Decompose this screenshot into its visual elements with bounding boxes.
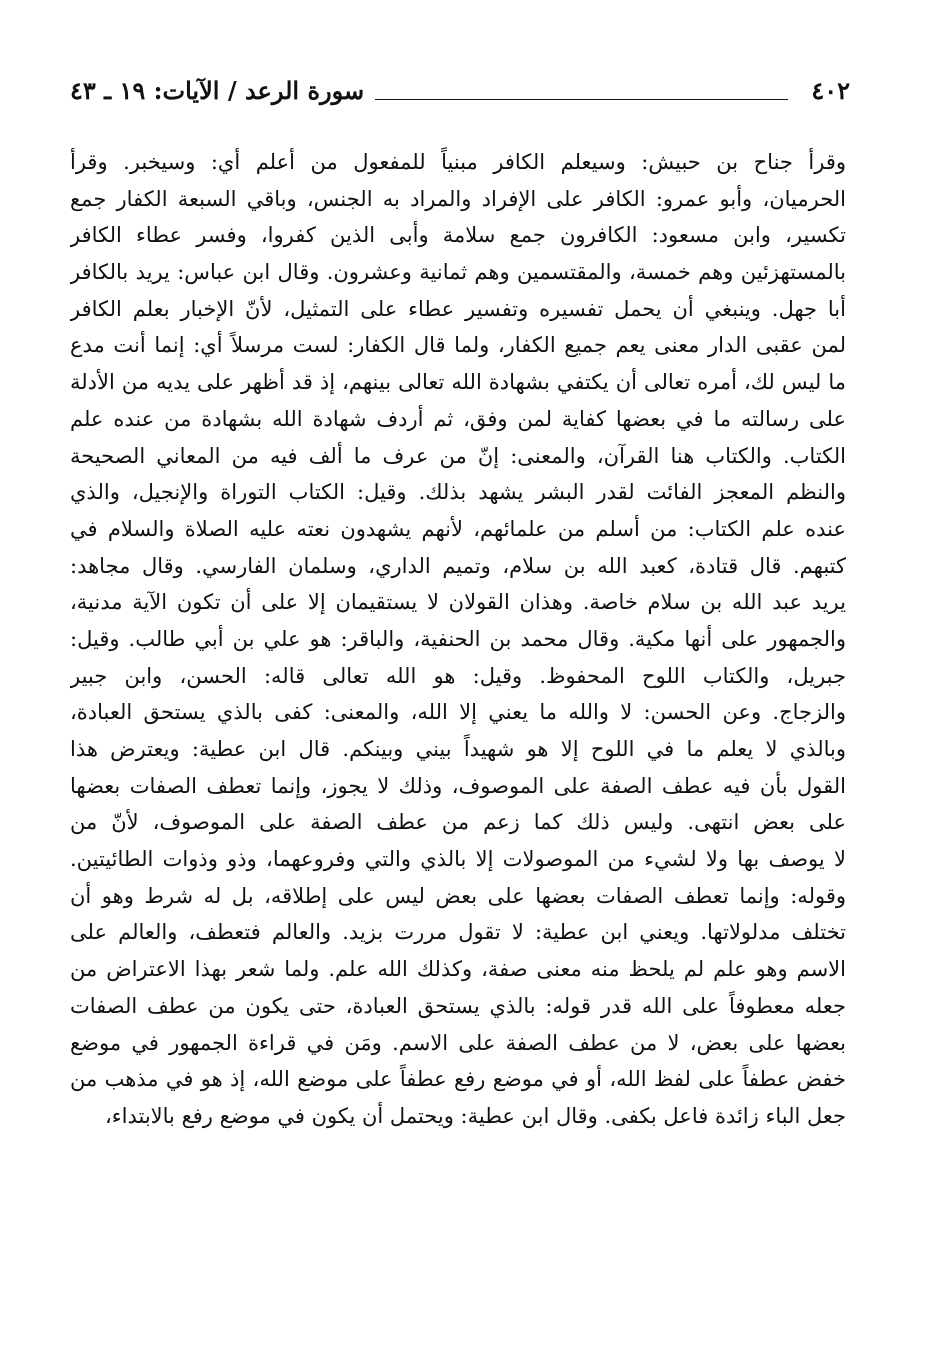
text-line: على بعض انتهى. وليس ذلك كما زعم من عطف الصفة على الموصوف، لأنّ من	[70, 810, 846, 835]
text-line: جعله معطوفاً على الله قدر قوله: بالذي يستحق العبادة، حتى يكون من عطف الصفات	[70, 993, 846, 1018]
text-line: وبالذي لا يعلم ما في اللوح إلا هو شهيداً بيني وبينكم. قال ابن عطية: ويعترض هذا	[70, 737, 846, 761]
text-line: خفض عطفاً على لفظ الله، أو في موضع رفع عطفاً على موضع الله، إذ هو في مذهب من	[70, 1067, 846, 1092]
text-line: الكتاب. والكتاب هنا القرآن، والمعنى: إنّ من عرف ما ألف فيه من المعاني الصحيحة	[70, 443, 846, 468]
header-rule	[375, 99, 788, 100]
text-line: لا يوصف بها ولا لشيء من الموصولات إلا بالذي والتي وفروعهما، وذو وذوات الطائيتين.	[70, 847, 846, 872]
text-line: بعضها على بعض، لا من عطف الصفة على الاسم. ومَن في قراءة الجمهور في موضع	[70, 1030, 846, 1055]
text-line: ما ليس لك، أمره تعالى أن يكتفي بشهادة الله تعالى بينهم، إذ قد أظهر على يديه من الأدلة	[70, 370, 846, 395]
text-line: والجمهور على أنها مكية. وقال محمد بن الحنفية، والباقر: هو علي بن أبي طالب. وقيل:	[70, 626, 846, 651]
header-title: سورة الرعد / الآيات: ١٩ ـ ٤٣	[70, 76, 365, 105]
text-line: كتبهم. قال قتادة، كعبد الله بن سلام، وتميم الداري، وسلمان الفارسي. وقال مجاهد:	[70, 553, 846, 578]
text-line: تختلف مدلولاتها. ويعني ابن عطية: لا تقول مررت بزيد. والعالم فتعطف، والعالم على	[70, 920, 846, 945]
text-line: جعل الباء زائدة فاعل بكفى. وقال ابن عطية: ويحتمل أن يكون في موضع رفع بالابتداء،	[104, 1103, 846, 1128]
text-line: الحرميان، وأبو عمرو: الكافر على الإفراد والمراد به الجنس، وباقي السبعة الكفار جمع	[70, 186, 846, 211]
text-line: لمن عقبى الدار معنى يعم جميع الكفار، ولما قال الكفار: لست مرسلاً أي: إنما أنت مدع	[70, 333, 846, 358]
text-line: والنظم المعجز الفائت لقدر البشر يشهد بذلك. وقيل: الكتاب التوراة والإنجيل، والذي	[70, 480, 846, 505]
text-line: القول بأن فيه عطف الصفة على الموصوف، وذلك لا يجوز، وإنما تعطف الصفات بعضها	[70, 773, 846, 798]
text-line: أبا جهل. وينبغي أن يحمل تفسيره وتفسير عطاء على التمثيل، لأنّ الإخبار بعلم الكافر	[70, 296, 846, 321]
text-line: وقوله: وإنما تعطف الصفات بعضها على بعض ليس على إطلاقه، بل له شرط وهو أن	[70, 883, 846, 908]
text-line: يريد عبد الله بن سلام خاصة. وهذان القولان لا يستقيمان إلا على أن تكون الآية مدنية،	[70, 590, 846, 615]
running-header	[70, 74, 850, 110]
text-line: على رسالته ما في بعضها كفاية لمن وفق، ثم أردف شهادة الله بشهادة من عنده علم	[70, 406, 846, 431]
text-line: تكسير، وابن مسعود: الكافرون جمع سلامة وأبى الذين كفروا، وفسر عطاء الكافر	[70, 223, 846, 248]
body-text	[70, 144, 846, 1135]
text-line: وقرأ جناح بن حبيش: وسيعلم الكافر مبنياً للمفعول من أعلم أي: وسيخبر. وقرأ	[70, 150, 846, 174]
text-line: جبريل، والكتاب اللوح المحفوظ. وقيل: هو الله تعالى قاله: الحسن، وابن جبير	[70, 663, 846, 688]
text-line: والزجاج. وعن الحسن: لا والله ما يعني إلا الله، والمعنى: كفى بالذي يستحق العبادة،	[70, 700, 846, 725]
text-line: الاسم وهو علم لم يلحظ منه معنى صفة، وكذلك الله علم. ولما شعر بهذا الاعتراض من	[70, 957, 846, 982]
text-line: عنده علم الكتاب: من أسلم من علمائهم، لأنهم يشهدون نعته عليه الصلاة والسلام في	[70, 516, 846, 541]
text-line: بالمستهزئين وهم خمسة، والمقتسمين وهم ثمانية وعشرون. وقال ابن عباس: يريد بالكافر	[70, 260, 846, 285]
page-number: ٤٠٢	[811, 76, 850, 105]
